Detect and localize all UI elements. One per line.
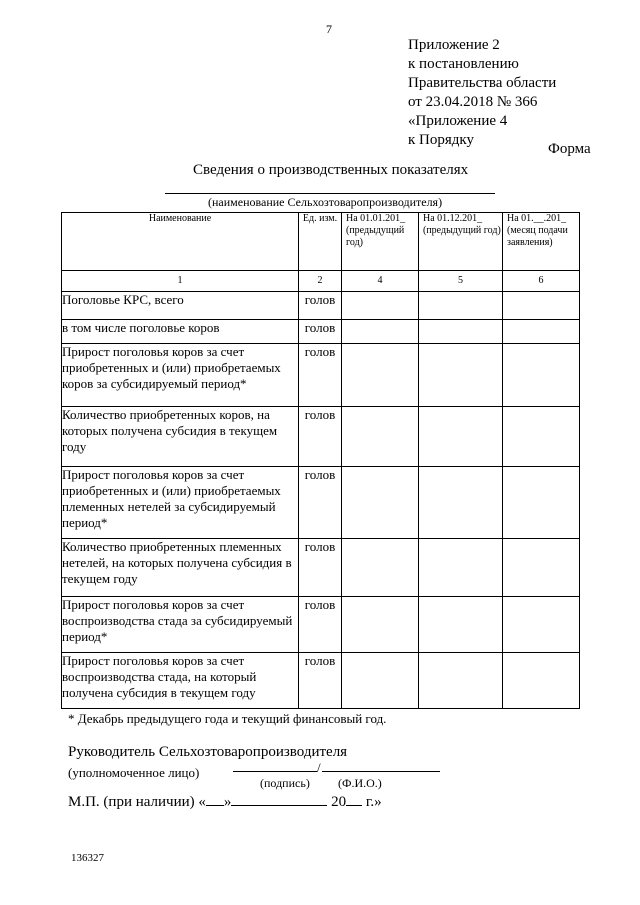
table-row — [62, 653, 580, 709]
appendix-line: «Приложение 4 — [408, 113, 508, 129]
fio-line[interactable] — [322, 771, 440, 772]
year-prefix: 20 — [331, 794, 347, 810]
appendix-line: от 23.04.2018 № 366 — [408, 94, 538, 110]
row-name: Поголовье КРС, всего — [62, 292, 299, 320]
value-cell[interactable] — [503, 407, 580, 467]
column-number: 5 — [419, 271, 503, 292]
table-header-row — [62, 213, 580, 271]
signer-subtitle: (уполномоченное лицо) — [68, 765, 200, 780]
stamp-mid: » — [223, 794, 232, 810]
appendix-line: к постановлению — [408, 56, 519, 72]
month-blank[interactable] — [231, 791, 327, 806]
row-name: Прирост поголовья коров за счет приобретенных и (или) приобретаемых племенных нетелей за субсидируемый период* — [62, 467, 299, 539]
appendix-line: Приложение 2 — [408, 37, 500, 53]
table-row — [62, 539, 580, 597]
form-label: Форма — [548, 141, 591, 157]
table-row — [62, 344, 580, 407]
value-cell[interactable] — [419, 292, 503, 320]
row-name: Количество приобретенных племенных нетелей, на которых получена субсидия в текущем году — [62, 539, 299, 597]
signer-title: Руководитель Сельхозтоваропроизводителя — [68, 744, 348, 760]
row-unit: голов — [299, 344, 342, 407]
row-unit: голов — [299, 292, 342, 320]
indicators-table — [61, 212, 580, 709]
value-cell[interactable] — [342, 407, 419, 467]
value-cell[interactable] — [503, 597, 580, 653]
value-cell[interactable] — [503, 539, 580, 597]
signature-slash: / — [317, 760, 321, 775]
header-name: Наименование — [62, 213, 299, 271]
row-name: Прирост поголовья коров за счет приобретенных и (или) приобретаемых коров за субсидируемый период* — [62, 344, 299, 407]
document-title: Сведения о производственных показателях — [193, 162, 469, 178]
signature-caption: (подпись) — [260, 776, 310, 790]
value-cell[interactable] — [342, 653, 419, 709]
stamp-prefix: М.П. (при наличии) « — [68, 794, 206, 810]
appendix-line: к Порядку — [408, 132, 474, 148]
column-number: 6 — [503, 271, 580, 292]
header-unit: Ед. изм. — [299, 213, 342, 271]
document-code: 136327 — [71, 852, 104, 864]
value-cell[interactable] — [419, 467, 503, 539]
producer-name-caption: (наименование Сельхозтоваропроизводителя) — [208, 195, 443, 209]
page-number: 7 — [326, 22, 332, 36]
row-name: Прирост поголовья коров за счет воспроизводства стада, на который получена субсидия в текущем году — [62, 653, 299, 709]
value-cell[interactable] — [419, 407, 503, 467]
appendix-line: Правительства области — [408, 75, 557, 91]
table-row — [62, 597, 580, 653]
value-cell[interactable] — [503, 653, 580, 709]
value-cell[interactable] — [503, 292, 580, 320]
value-cell[interactable] — [342, 597, 419, 653]
table-row — [62, 467, 580, 539]
value-cell[interactable] — [503, 320, 580, 344]
year-blank[interactable] — [346, 791, 362, 806]
day-blank[interactable] — [206, 791, 224, 806]
table-row — [62, 407, 580, 467]
fio-caption: (Ф.И.О.) — [338, 776, 382, 790]
row-unit: голов — [299, 653, 342, 709]
producer-name-line — [165, 193, 495, 194]
value-cell[interactable] — [503, 467, 580, 539]
value-cell[interactable] — [342, 344, 419, 407]
signature-line[interactable] — [233, 771, 317, 772]
column-number: 4 — [342, 271, 419, 292]
footnote: * Декабрь предыдущего года и текущий финансовый год. — [68, 711, 387, 726]
row-name: Количество приобретенных коров, на которых получена субсидия в текущем году — [62, 407, 299, 467]
value-cell[interactable] — [342, 467, 419, 539]
value-cell[interactable] — [419, 653, 503, 709]
column-number: 1 — [62, 271, 299, 292]
column-number: 2 — [299, 271, 342, 292]
row-unit: голов — [299, 320, 342, 344]
table-row — [62, 320, 580, 344]
value-cell[interactable] — [419, 597, 503, 653]
value-cell[interactable] — [342, 292, 419, 320]
header-period-3: На 01.__.201_ (месяц подачи заявления) — [503, 213, 580, 271]
value-cell[interactable] — [503, 344, 580, 407]
stamp-date-line — [68, 791, 382, 811]
header-period-2: На 01.12.201_ (предыдущий год) — [419, 213, 503, 271]
table-row — [62, 292, 580, 320]
value-cell[interactable] — [342, 539, 419, 597]
row-unit: голов — [299, 467, 342, 539]
value-cell[interactable] — [342, 320, 419, 344]
row-name: в том числе поголовье коров — [62, 320, 299, 344]
year-suffix: г.» — [365, 794, 382, 810]
row-unit: голов — [299, 597, 342, 653]
header-period-1: На 01.01.201_ (предыдущий год) — [342, 213, 419, 271]
column-number-row — [62, 271, 580, 292]
value-cell[interactable] — [419, 344, 503, 407]
appendix-block — [408, 36, 556, 150]
row-unit: голов — [299, 407, 342, 467]
row-name: Прирост поголовья коров за счет воспроизводства стада за субсидируемый период* — [62, 597, 299, 653]
value-cell[interactable] — [419, 320, 503, 344]
value-cell[interactable] — [419, 539, 503, 597]
row-unit: голов — [299, 539, 342, 597]
